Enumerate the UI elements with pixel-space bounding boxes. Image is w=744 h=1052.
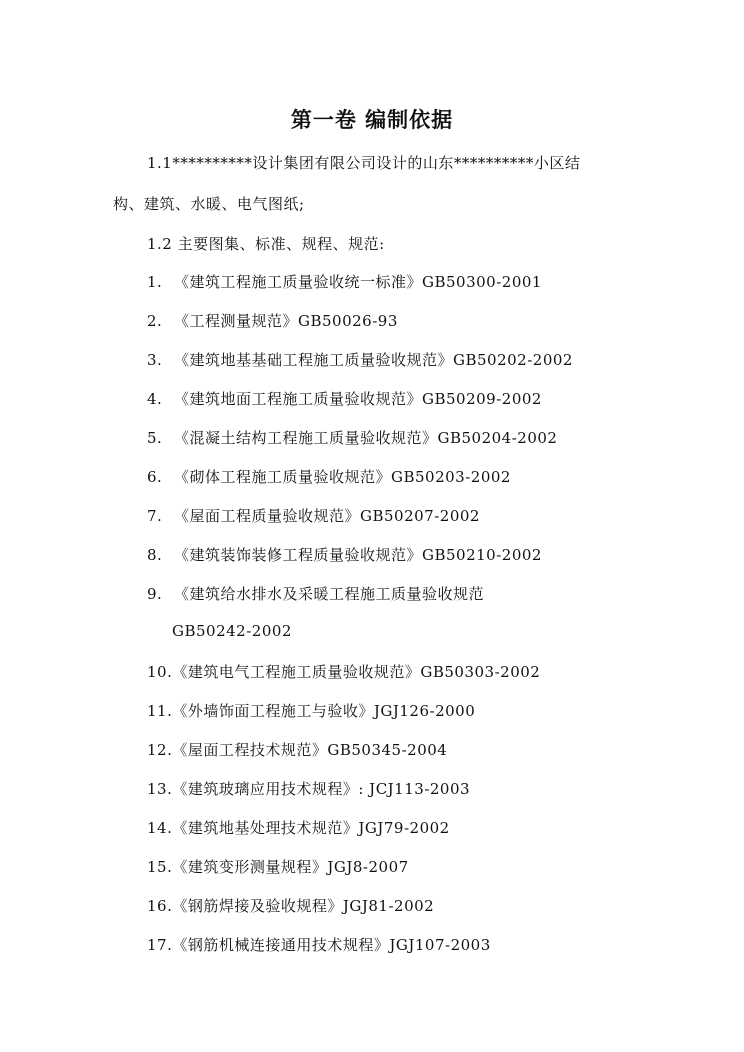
list-item bbox=[147, 661, 540, 682]
list-item-number: 11. bbox=[147, 702, 173, 720]
list-item-text: 《屋面工程质量验收规范》GB50207-2002 bbox=[174, 507, 480, 525]
list-item-number: 16. bbox=[147, 897, 173, 915]
list-item-continuation: GB50242-2002 bbox=[172, 622, 292, 640]
list-item-number: 15. bbox=[147, 858, 173, 876]
list-item bbox=[147, 778, 470, 799]
list-item bbox=[147, 427, 557, 448]
intro-line-1: 1.1**********设计集团有限公司设计的山东**********小区结 bbox=[147, 154, 581, 172]
list-item bbox=[147, 895, 434, 916]
list-item bbox=[147, 505, 480, 526]
list-item bbox=[147, 700, 475, 721]
list-item-number: 7. bbox=[147, 507, 163, 525]
list-item-text: 《建筑给水排水及采暖工程施工质量验收规范 bbox=[174, 585, 485, 603]
list-item-text: 《砌体工程施工质量验收规范》GB50203-2002 bbox=[174, 468, 511, 486]
list-item bbox=[147, 934, 491, 955]
list-item-text: 《建筑地基处理技术规范》JGJ79-2002 bbox=[172, 819, 450, 837]
list-item bbox=[147, 310, 398, 331]
list-item bbox=[147, 739, 447, 760]
list-item bbox=[147, 583, 484, 604]
list-item bbox=[147, 817, 450, 838]
list-item-text: 《建筑玻璃应用技术规程》: JCJ113-2003 bbox=[172, 780, 471, 798]
list-item-number: 4. bbox=[147, 390, 163, 408]
section-heading: 1.2 主要图集、标准、规程、规范: bbox=[147, 235, 385, 253]
list-item-number: 14. bbox=[147, 819, 173, 837]
list-item-text: 《建筑工程施工质量验收统一标准》GB50300-2001 bbox=[174, 273, 542, 291]
list-item-text: 《建筑地基基础工程施工质量验收规范》GB50202-2002 bbox=[174, 351, 573, 369]
list-item bbox=[147, 388, 542, 409]
list-item bbox=[147, 544, 542, 565]
list-item-number: 2. bbox=[147, 312, 163, 330]
list-item-text: 《工程测量规范》GB50026-93 bbox=[174, 312, 398, 330]
list-item bbox=[147, 271, 542, 292]
list-item-text: 《外墙饰面工程施工与验收》JGJ126-2000 bbox=[172, 702, 476, 720]
list-item-text: 《建筑地面工程施工质量验收规范》GB50209-2002 bbox=[174, 390, 542, 408]
list-item-text: 《混凝土结构工程施工质量验收规范》GB50204-2002 bbox=[174, 429, 558, 447]
list-item-number: 10. bbox=[147, 663, 173, 681]
list-item-number: 13. bbox=[147, 780, 173, 798]
list-item-number: 1. bbox=[147, 273, 163, 291]
list-item-number: 12. bbox=[147, 741, 173, 759]
list-item bbox=[147, 856, 409, 877]
list-item-text: 《钢筋焊接及验收规程》JGJ81-2002 bbox=[172, 897, 435, 915]
list-item bbox=[147, 349, 573, 370]
list-item-text: 《建筑电气工程施工质量验收规范》GB50303-2002 bbox=[172, 663, 541, 681]
list-item-text: 《钢筋机械连接通用技术规程》JGJ107-2003 bbox=[172, 936, 491, 954]
list-item-number: 8. bbox=[147, 546, 163, 564]
list-item-number: 17. bbox=[147, 936, 173, 954]
list-item-text: 《屋面工程技术规范》GB50345-2004 bbox=[172, 741, 448, 759]
list-item-text: 《建筑变形测量规程》JGJ8-2007 bbox=[172, 858, 409, 876]
list-item bbox=[147, 466, 511, 487]
list-item-number: 3. bbox=[147, 351, 163, 369]
list-item-text: 《建筑装饰装修工程质量验收规范》GB50210-2002 bbox=[174, 546, 542, 564]
list-item-number: 9. bbox=[147, 585, 163, 603]
intro-line-2: 构、建筑、水暖、电气图纸; bbox=[113, 195, 305, 213]
list-item-number: 6. bbox=[147, 468, 163, 486]
page-title: 第一卷 编制依据 bbox=[290, 108, 454, 132]
list-item-number: 5. bbox=[147, 429, 163, 447]
